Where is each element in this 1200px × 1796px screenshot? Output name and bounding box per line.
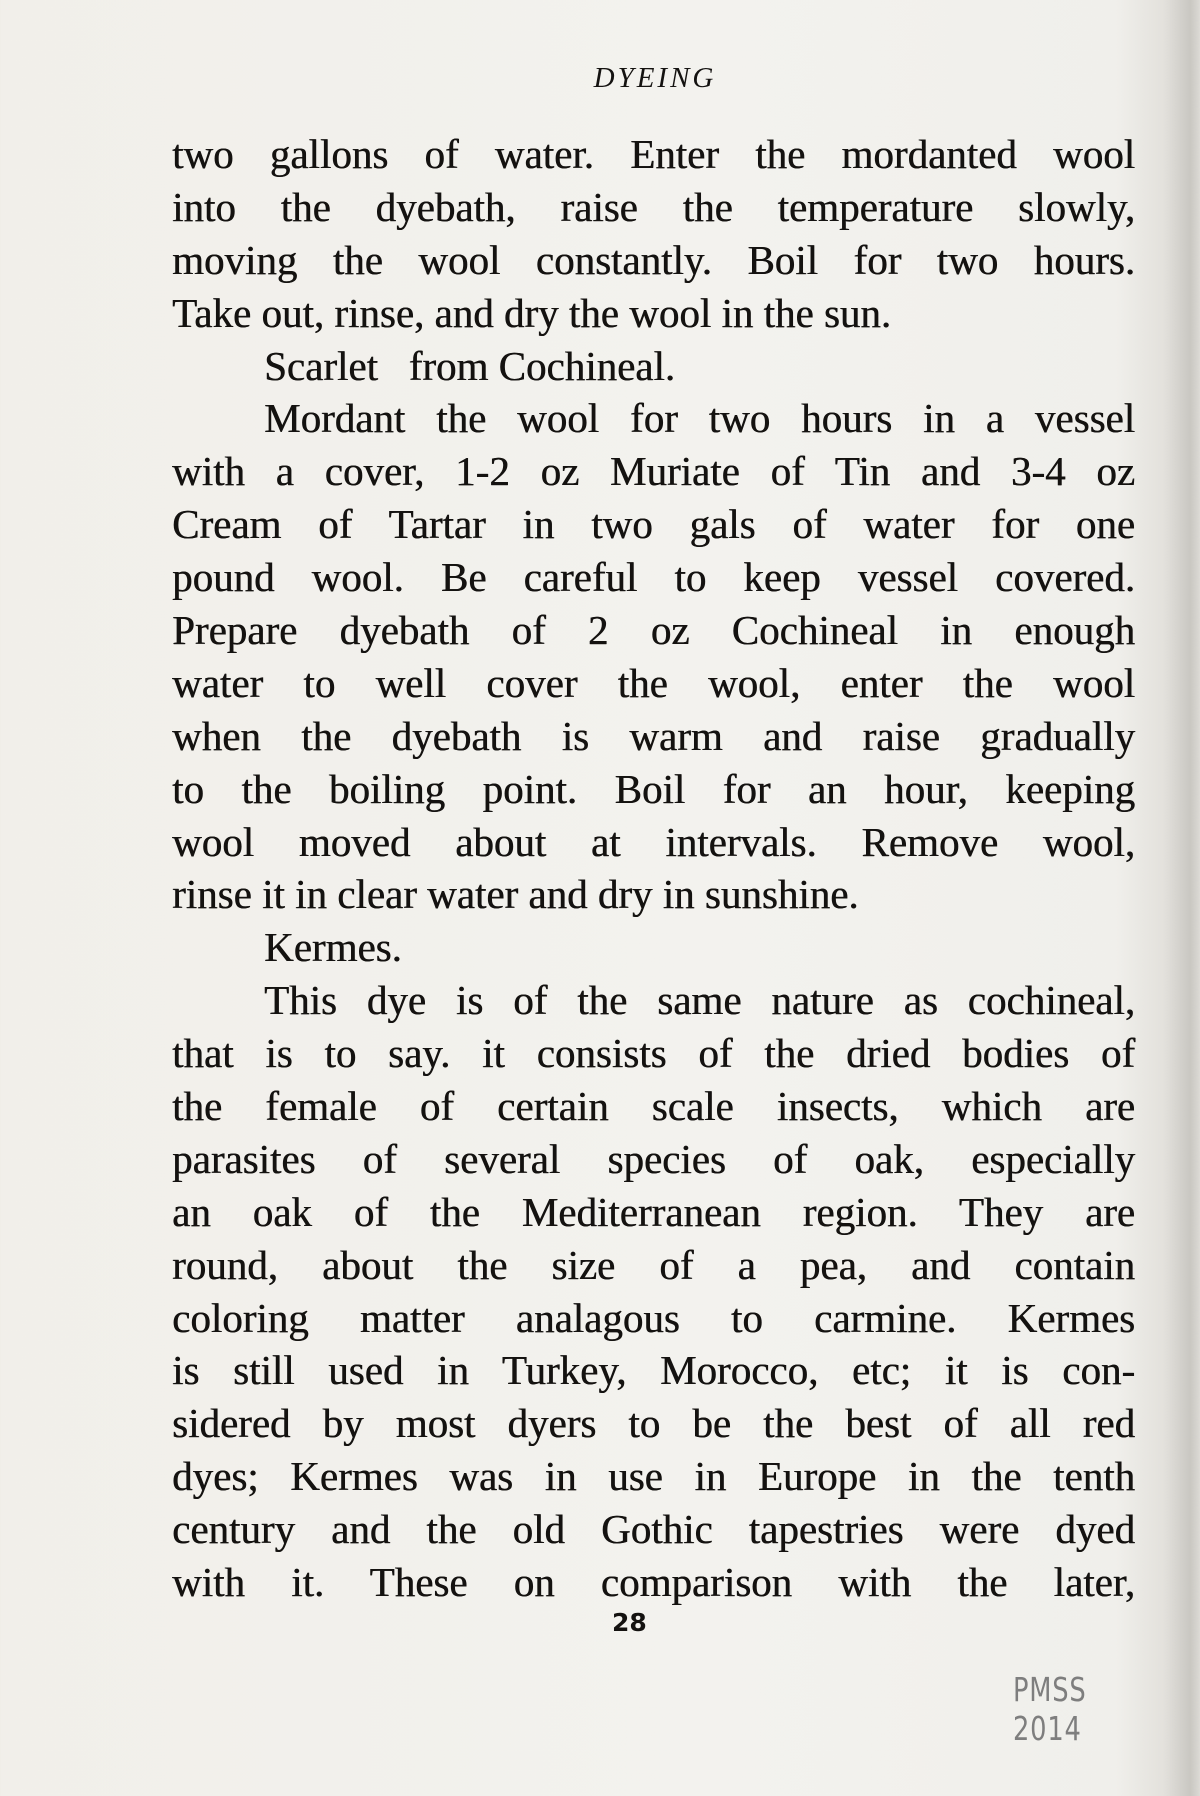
text-line: is still used in Turkey, Morocco, etc; it is con- — [172, 1347, 1135, 1394]
running-head: DYEING — [593, 62, 717, 94]
text-line: Cream of Tartar in two gals of water for one — [172, 501, 1135, 548]
text-line: sidered by most dyers to be the best of all red — [172, 1400, 1135, 1447]
text-line: Prepare dyebath of 2 oz Cochineal in enough — [172, 607, 1135, 654]
text-line: moving the wool constantly. Boil for two hours. — [172, 236, 1135, 283]
text-line: into the dyebath, raise the temperature slowly, — [172, 183, 1135, 230]
text-line: rinse it in clear water and dry in sunshine. — [172, 871, 859, 918]
text-line: round, about the size of a pea, and contain — [172, 1241, 1135, 1288]
text-line: when the dyebath is warm and raise gradually — [172, 712, 1135, 759]
watermark: PMSS 2014 — [1013, 1670, 1087, 1748]
text-line: to the boiling point. Boil for an hour, keeping — [172, 765, 1135, 812]
text-line: the female of certain scale insects, which are — [172, 1083, 1135, 1130]
text-line: with it. These on comparison with the later, — [172, 1559, 1135, 1606]
text-line: water to well cover the wool, enter the wool — [172, 659, 1135, 706]
text-line: Scarlet from Cochineal. — [264, 342, 676, 389]
text-line: Take out, rinse, and dry the wool in the sun. — [172, 289, 892, 336]
text-line: Kermes. — [264, 924, 402, 971]
text-line: dyes; Kermes was in use in Europe in the tenth — [172, 1453, 1135, 1500]
text-line: two gallons of water. Enter the mordanted wool — [172, 131, 1135, 177]
text-line: parasites of several species of oak, especially — [172, 1135, 1135, 1182]
text-line: an oak of the Mediterranean region. They are — [172, 1188, 1135, 1235]
text-line: that is to say. it consists of the dried bodies of — [172, 1030, 1135, 1077]
text-line: coloring matter analagous to carmine. Kermes — [172, 1294, 1135, 1341]
text-line: wool moved about at intervals. Remove wool, — [172, 818, 1135, 865]
text-line: century and the old Gothic tapestries were dyed — [172, 1506, 1135, 1553]
page-number: 28 — [612, 1608, 647, 1637]
body-text — [172, 128, 1135, 1609]
text-line: This dye is of the same nature as cochineal, — [264, 977, 1135, 1024]
text-line: Mordant the wool for two hours in a vessel — [264, 395, 1135, 442]
text-line: pound wool. Be careful to keep vessel covered. — [172, 554, 1135, 601]
text-line: with a cover, 1-2 oz Muriate of Tin and 3-4 oz — [172, 448, 1135, 495]
